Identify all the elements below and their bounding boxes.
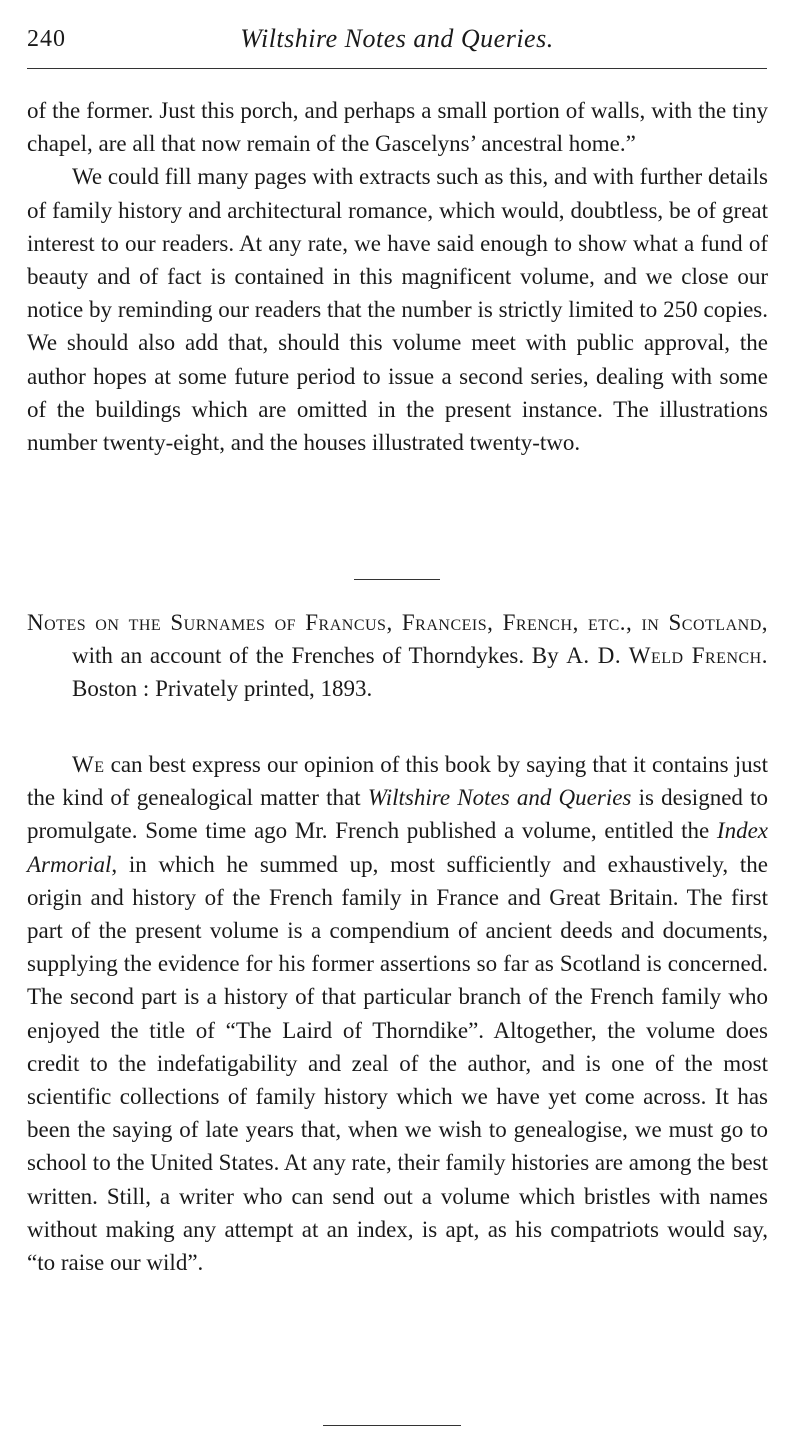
section-divider <box>354 579 440 580</box>
running-title: Wiltshire Notes and Queries. <box>240 24 554 53</box>
review-title-subtitle: with an account of the Frenches of Thorndykes. By <box>72 643 567 668</box>
end-divider <box>323 1425 461 1426</box>
continuation-text <box>27 94 768 459</box>
book-title: Index Armorial <box>27 818 768 877</box>
header-rule <box>27 68 767 69</box>
review-heading <box>27 606 768 705</box>
review-author: A. D. Weld French. <box>566 643 768 668</box>
page-number: 240 <box>27 26 66 52</box>
review-imprint: Boston : Privately printed, 1893. <box>72 676 373 701</box>
review-text-part-a: can best express our opinion of this book by saying that it contains just the kind of genealogical matter that <box>27 752 768 811</box>
review-text-part-c: , in which he summed up, most sufficiently and exhaustively, the origin and history of the French family in France and Great Britain. The first part of the present volume is a compendium of ancient deeds and documents, supplying the evidence for his former assertions so far as Scotland is concerned. The second part is a history of that particular branch of the French family who enjoyed the title of “The Laird of Thorndike”. Altogether, the volume does credit to the indefatigability and zeal of the author, and is one of the most scientific collections of family history which we have yet come across. It has been the saying of late years that, when we wish to genealogise, we must go to school to the United States. At any rate, their family histories are among the best written. Still, a writer who can send out a volume which bristles with names without making any attempt at an index, is apt, as his compatriots would say, “to raise our wild”. <box>27 851 768 1276</box>
review-opening-word: We <box>72 752 105 777</box>
review-paragraph <box>27 748 768 1279</box>
review-text-part-b: is designed to promulgate. Some time ago Mr. French published a volume, entitled the <box>27 785 768 844</box>
journal-title: Wiltshire Notes and Queries <box>367 785 632 811</box>
paragraph-closing-notice: We could fill many pages with extracts such as this, and with further details of family history and architectural romance, which would, doubtless, be of great interest to our readers. At any rate, we have said enough to show what a fund of beauty and of fact is contained in this magnificent volume, and we close our notice by reminding our readers that the number is strictly limited to 250 copies. We should also add that, should this volume meet with public approval, the author hopes at some future period to issue a second series, dealing with some of the buildings which are omitted in the present instance. The illustrations number twenty-eight, and the houses illustrated twenty-two. <box>27 164 768 456</box>
paragraph-continuation: of the former. Just this porch, and perhaps a small portion of walls, with the tiny chapel, are all that now remain of the Gascelyns’ ancestral home.” <box>27 98 768 157</box>
review-title-caps: Notes on the Surnames of Francus, Franceis, French, etc., in Scotland, <box>27 610 768 635</box>
review-body <box>27 748 768 1279</box>
page-header <box>27 22 767 58</box>
